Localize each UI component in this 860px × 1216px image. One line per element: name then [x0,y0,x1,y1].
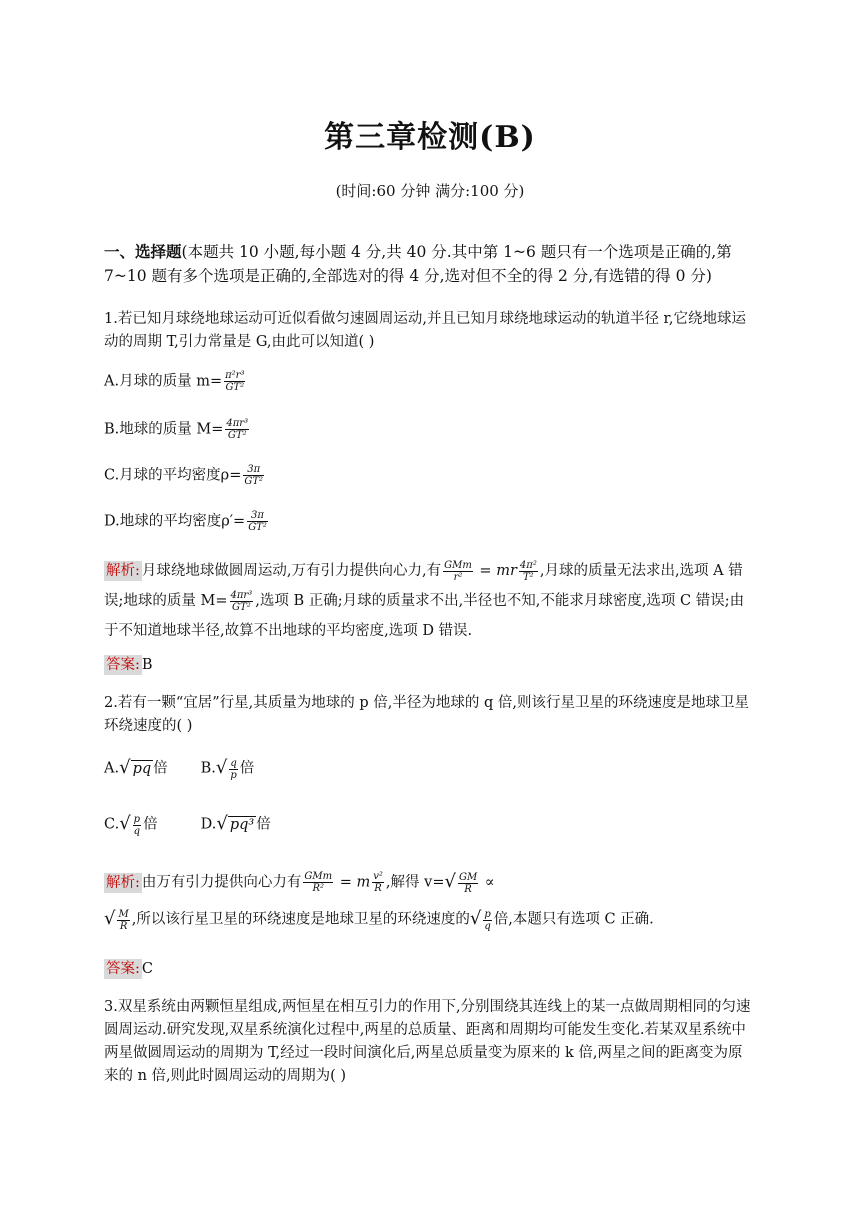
option-suffix: 倍 [256,816,271,833]
analysis-text: ,所以该行星卫星的环绕速度是地球卫星的环绕速度的 [131,911,470,928]
section-title: 一、选择题 [104,242,182,261]
q1-option-c [104,464,756,488]
numerator: 4πr³ [230,589,253,601]
fraction [443,560,473,583]
analysis-tag: 解析: [106,874,140,891]
denominator: R [374,883,382,894]
sqrt: √ $\frac{p}{q}$ [469,908,491,932]
fraction [117,909,129,932]
option-label: D. [200,816,217,833]
q2-options-row-2 [104,812,756,837]
denominator: q [484,920,491,932]
fraction [303,871,333,894]
numerator: p [484,908,491,920]
numerator: M [118,908,129,920]
fraction [230,590,254,613]
question-3-stem: 3.双星系统由两颗恒星组成,两恒星在相互引力的作用下,分别围绕其连线上的某一点做周期相同的匀速圆周运动.研究发现,双星系统演化过程中,两星的总质量、距离和周期均可能发生变化.若某双星系统中两星做圆周运动的周期为 T,经过一段时间演化后,两星总质量变为原来的 k 倍,两星之间的距离变为原来的 n 倍,则此时圆周运动的周期为( ) [104,999,751,1084]
denominator: r² [453,571,463,583]
sqrt: √ $\frac{q}{p}$ [215,757,237,781]
fraction [458,872,478,895]
fraction [372,871,384,894]
q1-option-a [104,370,756,394]
option-suffix: 倍 [153,760,168,777]
denominator: q [133,825,141,837]
q2-answer [104,958,756,981]
sqrt: √ pq [119,757,152,778]
answer-tag: 答案: [106,961,140,977]
answer-value: C [141,961,153,977]
option-suffix: 倍 [239,760,255,777]
sqrt: √ pq³ [216,813,255,834]
denominator: R² [312,883,325,894]
numerator: 4π² [519,559,537,571]
page-title: 第三章检测(B) [324,120,536,155]
equation-text: = m [335,874,371,891]
fraction [247,510,268,533]
sqrt: √ $\frac{M}{R}$ [104,908,129,932]
option-text: D.地球的平均密度ρ′= [104,513,246,530]
analysis-text: ,解得 v= [385,874,445,891]
section-heading [104,240,756,288]
numerator: p [133,813,141,825]
fraction [243,464,264,487]
denominator: p [230,769,237,781]
answer-value: B [141,657,153,673]
numerator: π²r³ [225,370,245,381]
q1-option-d [104,510,756,534]
radicand: pq³ [229,817,255,833]
fraction [483,909,491,932]
numerator: q [230,757,237,769]
exam-info: (时间:60 分钟 满分:100 分) [335,182,525,200]
fraction [229,758,237,781]
q1-option-b [104,418,756,442]
q1-analysis [104,556,756,646]
numerator: GMm [444,559,472,571]
question-2-stem: 2.若有一颗“宜居”行星,其质量为地球的 p 倍,半径为地球的 q 倍,则该行星卫星的环绕速度是地球卫星环绕速度的( ) [104,695,749,734]
sqrt: √ $\frac{p}{q}$ [119,813,141,837]
analysis-text: 月球绕地球做圆周运动,万有引力提供向心力,有 [141,563,442,579]
denominator: GT² [244,476,264,487]
option-label: C. [104,816,120,833]
q2-analysis [104,864,756,938]
analysis-tag: 解析: [106,563,140,579]
numerator: 4πr³ [226,418,249,429]
option-label: B. [200,760,216,777]
q2-options-row-1 [104,756,756,781]
numerator: 3π [243,464,264,476]
radicand: pq [132,761,152,777]
option-label: A. [104,760,120,777]
denominator: GT² [248,522,267,533]
option-text: A.月球的质量 m= [104,373,223,390]
q2-option-b [201,756,255,781]
fraction [133,814,141,837]
option-suffix: 倍 [143,816,158,833]
option-text: C.月球的平均密度ρ= [104,467,242,484]
question-1-stem: 1.若已知月球绕地球运动可近似看做匀速圆周运动,并且已知月球绕地球运动的轨道半径 r,它绕地球运动的周期 T,引力常量是 G,由此可以知道( ) [104,311,746,350]
numerator: v² [373,871,383,882]
fraction [225,418,249,441]
numerator: GMm [304,871,333,882]
q1-answer [104,654,756,677]
q2-option-d [201,812,271,837]
analysis-text: ,月球的质量无法求出,选项 A 错误;地球的质量 M= [104,563,743,609]
equation-text: = mr [474,563,517,579]
denominator: GT² [227,430,247,441]
answer-tag: 答案: [106,657,140,673]
q2-option-c [104,812,196,837]
sqrt: √ $\frac{GM}{R}$ [444,871,478,895]
section-note: (本题共 10 小题,每小题 4 分,共 40 分.其中第 1~6 题只有一个选项是正确的,第 7~10 题有多个选项是正确的,全部选对的得 4 分,选对但不全的得 2 分,有选错的得 0 分) [104,243,732,285]
numerator: 3π [247,510,268,522]
proportional-sign: ∝ [480,874,495,891]
denominator: GT² [225,382,245,393]
fraction [519,560,538,583]
denominator: R [464,883,472,895]
numerator: GM [458,871,478,883]
denominator: GT² [232,601,251,613]
denominator: R [119,920,128,932]
fraction [224,370,245,393]
denominator: T² [523,571,534,583]
analysis-text: 倍,本题只有选项 C 正确. [493,911,654,928]
analysis-text: ,选项 B 正确;月球的质量求不出,半径也不知,不能求月球密度,选项 C 错误;由于不知道地球半径,故算不出地球的平均密度,选项 D 错误. [104,593,745,639]
analysis-text: 由万有引力提供向心力有 [141,874,302,891]
option-text: B.地球的质量 M= [104,421,224,438]
q2-option-a [104,756,196,781]
